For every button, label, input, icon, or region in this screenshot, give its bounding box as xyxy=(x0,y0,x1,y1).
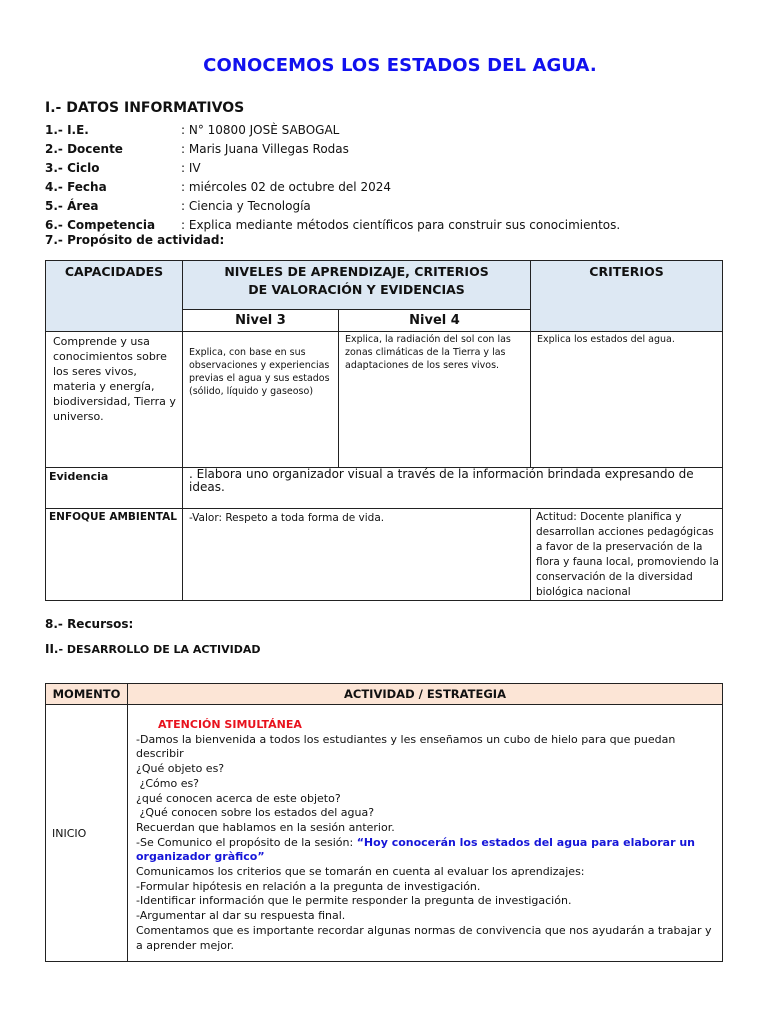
info-row: 5.- Área : Ciencia y Tecnología xyxy=(45,199,311,213)
valor-text: -Valor: Respeto a toda forma de vida. xyxy=(183,509,531,601)
info-row: 6.- Competencia : Explica mediante métodos científicos para construir sus conocimientos. xyxy=(45,218,621,232)
header-criterios: CRITERIOS xyxy=(531,261,723,332)
activity-line: ¿Qué objeto es? xyxy=(136,762,225,776)
activity-line: Recuerdan que hablamos en la sesión anterior. xyxy=(136,820,395,834)
info-row: 1.- I.E. : N° 10800 JOSÈ SABOGAL xyxy=(45,123,340,137)
proposito-highlight: “Hoy conocerán los estados del agua para elaborar un organizador gràfico” xyxy=(136,835,695,864)
proposito-label: 7.- Propósito de actividad: xyxy=(45,233,225,247)
actitud-text: Actitud: Docente planifica y desarrollan acciones pedagógicas a favor de la preservación de la flora y fauna local, promoviendo la conservación de la diversidad biológica nacional xyxy=(531,509,723,601)
nivel-3-header: Nivel 3 xyxy=(183,310,339,332)
header-momento: MOMENTO xyxy=(46,684,128,705)
capacidad-cell: Comprende y usa conocimientos sobre los seres vivos, materia y energía, biodiversidad, Tierra y universo. xyxy=(46,332,183,468)
activity-line: -Argumentar al dar su respuesta final. xyxy=(136,909,346,923)
info-row: 4.- Fecha : miércoles 02 de octubre del 2024 xyxy=(45,180,391,194)
evidencia-text: . Elabora uno organizador visual a través de la información brindada expresando de ideas. xyxy=(183,468,723,509)
actividad-cell xyxy=(128,705,723,962)
activity-line: ¿Qué conocen sobre los estados del agua? xyxy=(136,806,375,820)
section-desarrollo: II.- DESARROLLO DE LA ACTIVIDAD xyxy=(45,642,261,656)
activity-line: -Damos la bienvenida a todos los estudiantes y les enseñamos un cubo de hielo para que puedan describir xyxy=(136,732,676,761)
header-capacidades: CAPACIDADES xyxy=(46,261,183,332)
header-actividad: ACTIVIDAD / ESTRATEGIA xyxy=(128,684,723,705)
info-row: 2.- Docente : Maris Juana Villegas Rodas xyxy=(45,142,349,156)
document-title: CONOCEMOS LOS ESTADOS DEL AGUA. xyxy=(203,55,597,76)
section-recursos: 8.- Recursos: xyxy=(45,617,134,631)
activity-line: ¿qué conocen acerca de este objeto? xyxy=(136,791,341,805)
criterios-cell: Explica los estados del agua. xyxy=(531,332,723,468)
nivel-4-cell: Explica, la radiación del sol con las zonas climáticas de la Tierra y las adaptaciones de los seres vivos. xyxy=(339,332,531,468)
header-niveles: NIVELES DE APRENDIZAJE, CRITERIOS DE VALORACIÓN Y EVIDENCIAS xyxy=(183,261,531,310)
momento-inicio: INICIO xyxy=(46,705,128,962)
nivel-3-cell: Explica, con base en sus observaciones y experiencias previas el agua y sus estados (sólido, líquido y gaseoso) xyxy=(183,332,339,468)
info-list xyxy=(45,121,620,235)
activity-line: -Identificar información que le permite responder la pregunta de investigación. xyxy=(136,894,572,908)
nivel-4-header: Nivel 4 xyxy=(339,310,531,332)
activity-line: -Formular hipótesis en relación a la pregunta de investigación. xyxy=(136,879,481,893)
atencion-simultanea: ATENCIÓN SIMULTÁNEA xyxy=(158,718,302,731)
capacidades-table xyxy=(45,260,723,601)
proposito-line: -Se Comunico el propósito de la sesión: “Hoy conocerán los estados del agua para elaborar un organizador gràfico” xyxy=(136,835,695,864)
info-row: 3.- Ciclo : IV xyxy=(45,161,201,175)
actividad-table xyxy=(45,683,723,962)
activity-line: Comentamos que es importante recordar algunas normas de convivencia que nos ayudarán a trabajar y a aprender mejor. xyxy=(136,923,712,952)
activity-line: ¿Cómo es? xyxy=(136,776,200,790)
activity-line: Comunicamos los criterios que se tomarán en cuenta al evaluar los aprendizajes: xyxy=(136,865,585,879)
enfoque-label: ENFOQUE AMBIENTAL xyxy=(46,509,183,601)
evidencia-label: Evidencia xyxy=(46,468,183,509)
section-datos-informativos: I.- DATOS INFORMATIVOS xyxy=(45,100,245,116)
